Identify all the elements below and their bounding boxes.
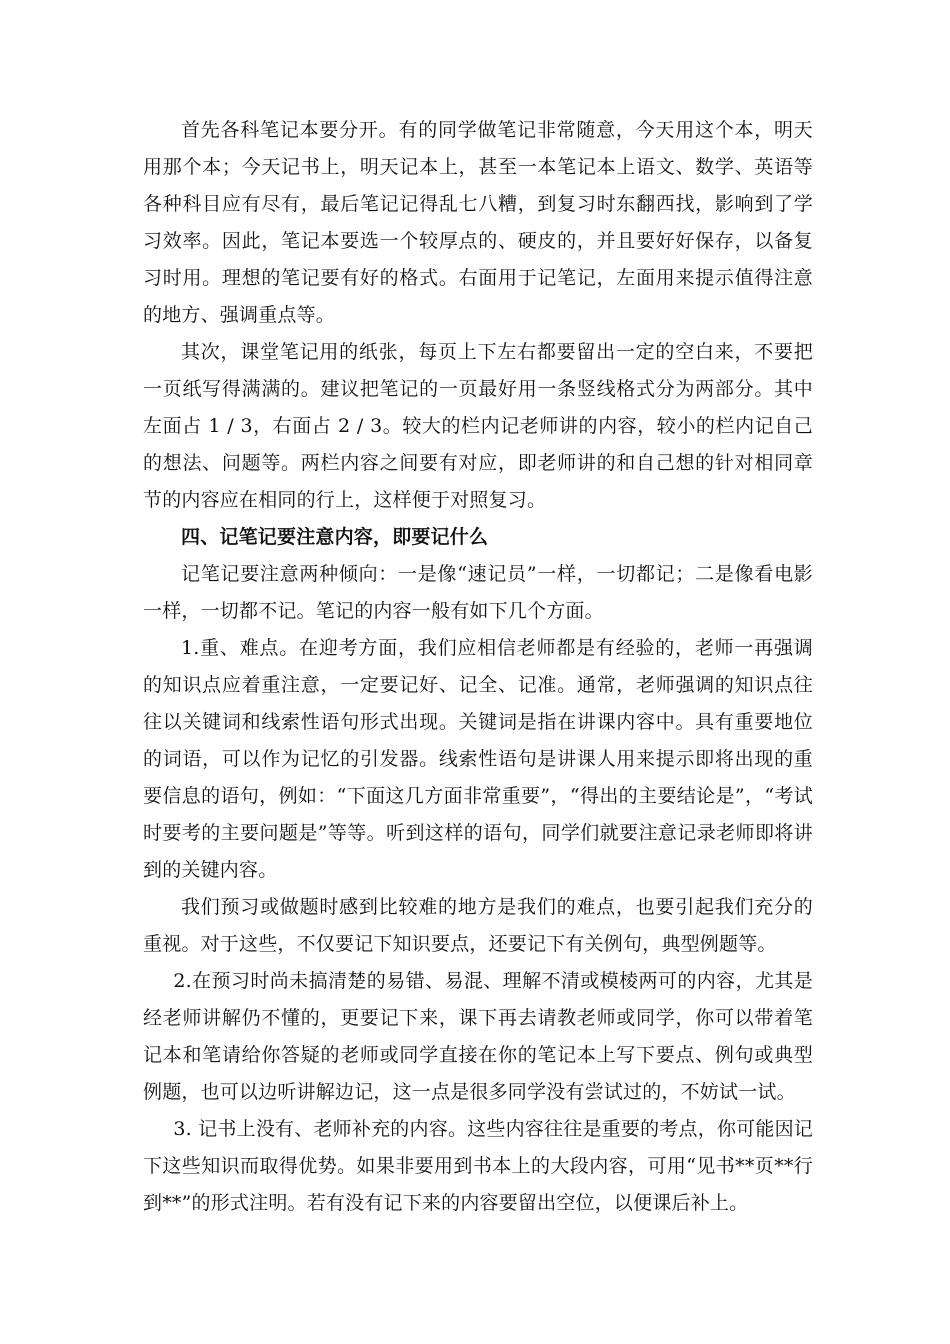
paragraph-key-points: 1.重、难点。在迎考方面，我们应相信老师都是有经验的，老师一再强调的知识点应着重注意，一定要记好、记全、记准。通常，老师强调的知识点往往以关键词和线索性语句形式出现。关键词是指在讲课内容中。具有重要地位的词语，可以作为记忆的引发器。线索性语句是讲课人用来提示即将出现的重要信息的语句，例如：“下面这几方面非常重要”，“得出的主要结论是”，“考试时要考的主要问题是”等等。听到这样的语句，同学们就要注意记录老师即将讲到的关键内容。 [143,637,813,881]
paragraph-notebook-separation: 首先各科笔记本要分开。有的同学做笔记非常随意，今天用这个本，明天用那个本；今天记书上，明天记本上，甚至一本笔记本上语文、数学、英语等各种科目应有尽有，最后笔记记得乱七八糟，到复习时东翻西找，影响到了学习效率。因此，笔记本要选一个较厚点的、硬皮的，并且要好好保存，以备复习时用。理想的笔记要有好的格式。右面用于记笔记，左面用来提示值得注意的地方、强调重点等。 [143,119,813,326]
paragraph-difficult-points: 我们预习或做题时感到比较难的地方是我们的难点，也要引起我们充分的重视。对于这些，不仅要记下知识要点，还要记下有关例句，典型例题等。 [143,896,813,955]
paragraph-paper-layout: 其次，课堂笔记用的纸张，每页上下左右都要留出一定的空白来，不要把一页纸写得满满的。建议把笔记的一页最好用一条竖线格式分为两部分。其中左面占 1 / 3，右面占 2 / 3。较大的栏内记老师讲的内容，较小的栏内记自己的想法、问题等。两栏内容之间要有对应，即老师讲的和自己想的针对相同章节的内容应在相同的行上，这样便于对照复习。 [143,341,813,511]
paragraph-supplementary-content: 3. 记书上没有、老师补充的内容。这些内容往往是重要的考点，你可能因记下这些知识而取得优势。如果非要用到书本上的大段内容，可用“见书**页**行到**”的形式注明。若有没有记下来的内容要留出空位，以便课后补上。 [143,1118,813,1214]
paragraph-unclear-content: 2.在预习时尚未搞清楚的易错、易混、理解不清或模棱两可的内容，尤其是经老师讲解仍不懂的，更要记下来，课下再去请教老师或同学，你可以带着笔记本和笔请给你答疑的老师或同学直接在你的笔记本上写下要点、例句或典型例题，也可以边听讲解边记，这一点是很多同学没有尝试过的，不妨试一试。 [143,970,813,1103]
section-heading: 四、记笔记要注意内容，即要记什么 [181,526,489,548]
document-body [143,112,813,1222]
paragraph-two-tendencies: 记笔记要注意两种倾向：一是像“速记员”一样，一切都记；二是像看电影一样，一切都不记。笔记的内容一般有如下几个方面。 [143,563,813,622]
